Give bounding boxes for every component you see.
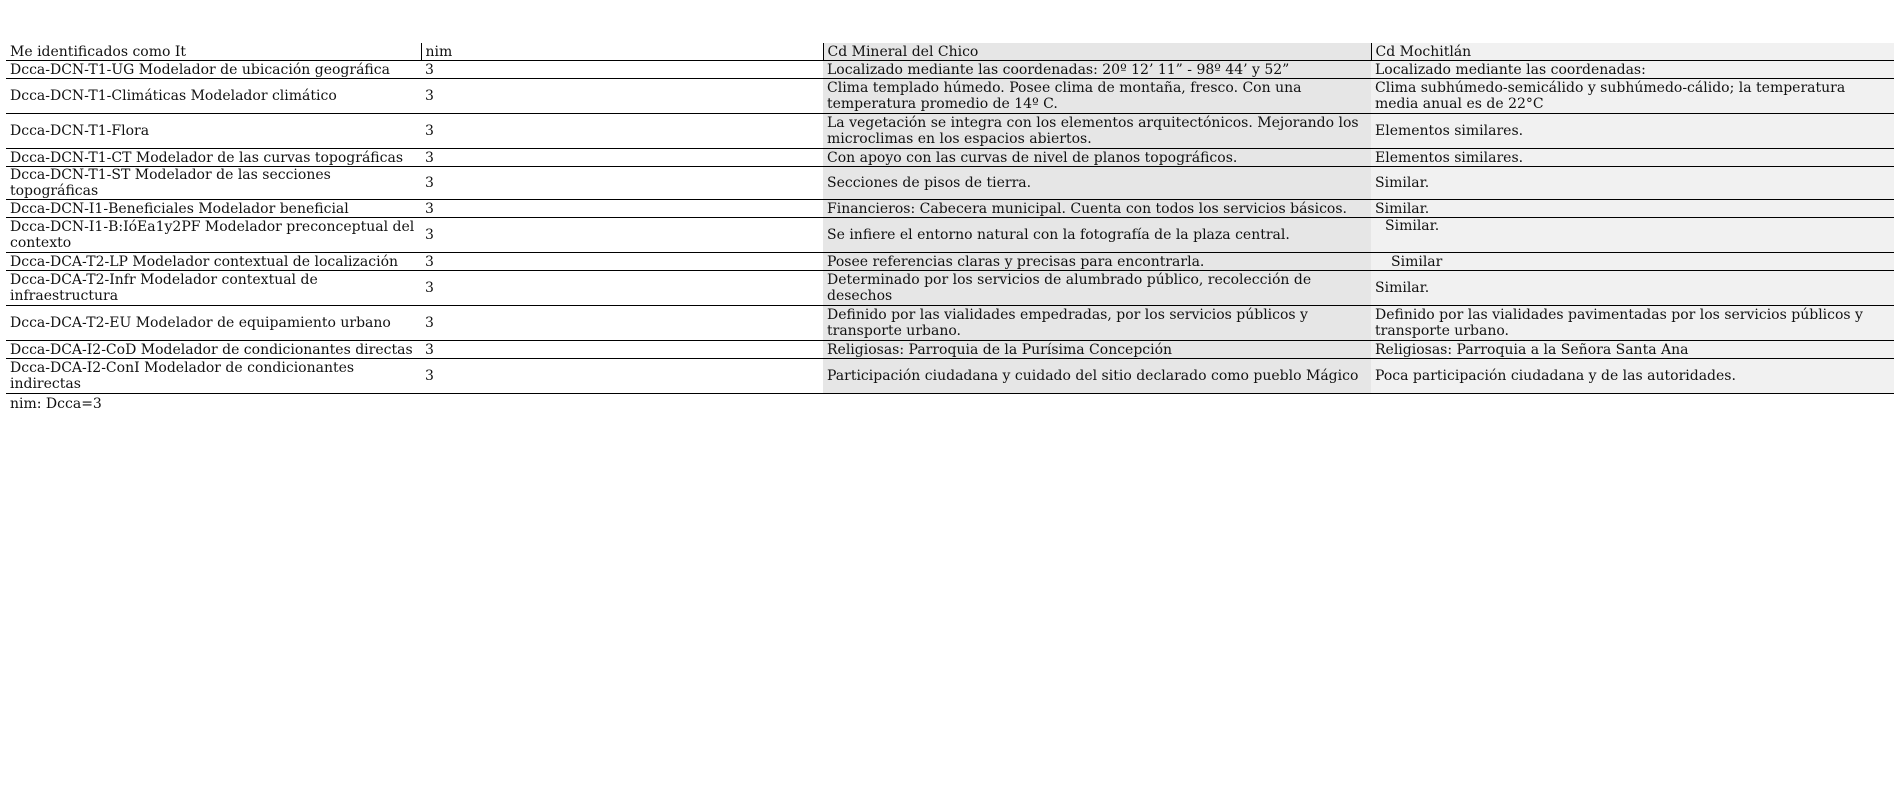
comparison-table bbox=[6, 43, 1894, 394]
cell-nim: 3 bbox=[421, 271, 823, 306]
cell-mochitlan: Similar. bbox=[1371, 218, 1894, 253]
cell-nim: 3 bbox=[421, 61, 823, 79]
cell-mochitlan: Clima subhúmedo-semicálido y subhúmedo-cálido; la temperatura media anual es de 22°C bbox=[1371, 79, 1894, 114]
header-indicator: Me identificados como It bbox=[6, 43, 421, 61]
cell-indicator: Dcca-DCA-I2-ConI Modelador de condicionantes indirectas bbox=[6, 359, 421, 394]
cell-mineral-del-chico: Posee referencias claras y precisas para encontrarla. bbox=[823, 253, 1371, 271]
table-row bbox=[6, 271, 1894, 306]
cell-mineral-del-chico: Se infiere el entorno natural con la fotografía de la plaza central. bbox=[823, 218, 1371, 253]
cell-indicator: Dcca-DCN-T1-UG Modelador de ubicación geográfica bbox=[6, 61, 421, 79]
cell-mineral-del-chico: Clima templado húmedo. Posee clima de montaña, fresco. Con una temperatura promedio de 14º C. bbox=[823, 79, 1371, 114]
cell-nim: 3 bbox=[421, 114, 823, 149]
cell-indicator: Dcca-DCN-T1-ST Modelador de las secciones topográficas bbox=[6, 167, 421, 200]
cell-mineral-del-chico: Con apoyo con las curvas de nivel de planos topográficos. bbox=[823, 149, 1371, 167]
table-header-row bbox=[6, 43, 1894, 61]
document bbox=[6, 43, 1894, 414]
header-mineral-del-chico: Cd Mineral del Chico bbox=[823, 43, 1371, 61]
cell-mineral-del-chico: La vegetación se integra con los elementos arquitectónicos. Mejorando los microclimas en los espacios abiertos. bbox=[823, 114, 1371, 149]
table-row bbox=[6, 200, 1894, 218]
cell-nim: 3 bbox=[421, 79, 823, 114]
cell-nim: 3 bbox=[421, 167, 823, 200]
cell-nim: 3 bbox=[421, 218, 823, 253]
cell-mochitlan: Poca participación ciudadana y de las autoridades. bbox=[1371, 359, 1894, 394]
cell-mochitlan: Similar. bbox=[1371, 271, 1894, 306]
cell-mochitlan: Religiosas: Parroquia a la Señora Santa Ana bbox=[1371, 341, 1894, 359]
cell-nim: 3 bbox=[421, 253, 823, 271]
table-row bbox=[6, 253, 1894, 271]
cell-indicator: Dcca-DCA-I2-CoD Modelador de condicionantes directas bbox=[6, 341, 421, 359]
cell-indicator: Dcca-DCN-T1-Flora bbox=[6, 114, 421, 149]
cell-mineral-del-chico: Localizado mediante las coordenadas: 20º 12’ 11” - 98º 44’ y 52” bbox=[823, 61, 1371, 79]
cell-mineral-del-chico: Determinado por los servicios de alumbrado público, recolección de desechos bbox=[823, 271, 1371, 306]
table-row bbox=[6, 61, 1894, 79]
cell-mochitlan: Similar. bbox=[1371, 200, 1894, 218]
cell-mochitlan: Elementos similares. bbox=[1371, 149, 1894, 167]
cell-mineral-del-chico: Religiosas: Parroquia de la Purísima Concepción bbox=[823, 341, 1371, 359]
cell-mineral-del-chico: Participación ciudadana y cuidado del sitio declarado como pueblo Mágico bbox=[823, 359, 1371, 394]
header-mochitlan: Cd Mochitlán bbox=[1371, 43, 1894, 61]
cell-indicator: Dcca-DCA-T2-Infr Modelador contextual de infraestructura bbox=[6, 271, 421, 306]
cell-mineral-del-chico: Definido por las vialidades empedradas, por los servicios públicos y transporte urbano. bbox=[823, 306, 1371, 341]
cell-mineral-del-chico: Secciones de pisos de tierra. bbox=[823, 167, 1371, 200]
cell-indicator: Dcca-DCN-I1-Beneficiales Modelador beneficial bbox=[6, 200, 421, 218]
cell-mochitlan: Localizado mediante las coordenadas: bbox=[1371, 61, 1894, 79]
table-row bbox=[6, 306, 1894, 341]
table-row bbox=[6, 167, 1894, 200]
cell-mineral-del-chico: Financieros: Cabecera municipal. Cuenta con todos los servicios básicos. bbox=[823, 200, 1371, 218]
cell-indicator: Dcca-DCN-T1-CT Modelador de las curvas topográficas bbox=[6, 149, 421, 167]
cell-nim: 3 bbox=[421, 200, 823, 218]
cell-nim: 3 bbox=[421, 359, 823, 394]
header-nim: nim bbox=[421, 43, 823, 61]
table-row bbox=[6, 341, 1894, 359]
table-footnote: nim: Dcca=3 bbox=[10, 396, 102, 412]
cell-nim: 3 bbox=[421, 341, 823, 359]
table-row bbox=[6, 359, 1894, 394]
cell-indicator: Dcca-DCA-T2-EU Modelador de equipamiento urbano bbox=[6, 306, 421, 341]
table-row bbox=[6, 218, 1894, 253]
table-row bbox=[6, 79, 1894, 114]
cell-mochitlan: Similar. bbox=[1371, 167, 1894, 200]
cell-mochitlan: Elementos similares. bbox=[1371, 114, 1894, 149]
cell-indicator: Dcca-DCN-I1-B:IóEa1y2PF Modelador preconceptual del contexto bbox=[6, 218, 421, 253]
cell-mochitlan: Similar bbox=[1371, 253, 1894, 271]
table-row bbox=[6, 149, 1894, 167]
cell-indicator: Dcca-DCN-T1-Climáticas Modelador climático bbox=[6, 79, 421, 114]
table-row bbox=[6, 114, 1894, 149]
cell-indicator: Dcca-DCA-T2-LP Modelador contextual de localización bbox=[6, 253, 421, 271]
cell-nim: 3 bbox=[421, 306, 823, 341]
cell-mochitlan: Definido por las vialidades pavimentadas por los servicios públicos y transporte urbano. bbox=[1371, 306, 1894, 341]
cell-nim: 3 bbox=[421, 149, 823, 167]
